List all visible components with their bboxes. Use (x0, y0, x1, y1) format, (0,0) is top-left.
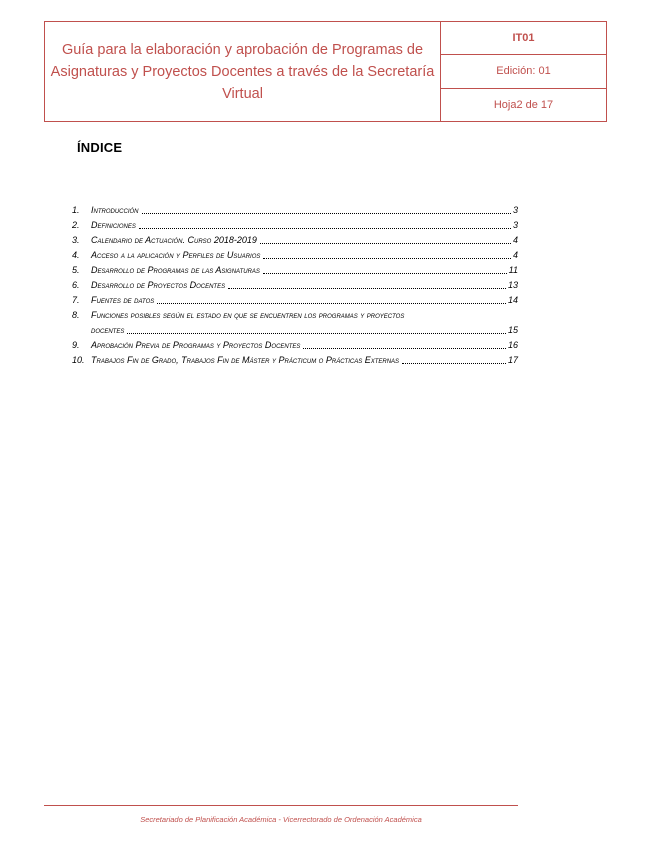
toc-entry[interactable] (72, 338, 518, 353)
toc-title: Acceso a la aplicación y Perfiles de Usuarios (91, 250, 261, 260)
toc-page: 3 (512, 220, 518, 230)
toc-title: Definiciones (91, 220, 136, 230)
toc-leader (263, 258, 511, 259)
toc-title-line-1: Funciones posibles según el estado en que se encuentren los programas y proyectos (91, 310, 405, 320)
document-edition: Edición: 01 (441, 55, 606, 88)
toc-entry[interactable] (72, 248, 518, 263)
toc-entry[interactable] (72, 218, 518, 233)
toc-number: 10. (72, 355, 85, 365)
toc-title: Desarrollo de Proyectos Docentes (91, 280, 226, 290)
toc-leader (263, 273, 507, 274)
footer-text: Secretariado de Planificación Académica - Vicerrectorado de Ordenación Académica (140, 815, 422, 824)
toc-wrap-line (91, 323, 518, 338)
toc-title: Trabajos Fin de Grado, Trabajos Fin de Máster y Prácticum o Prácticas Externas (91, 355, 400, 365)
toc-page: 13 (507, 280, 518, 290)
index-heading: ÍNDICE (77, 140, 123, 155)
toc-title: Fuentes de datos (91, 295, 155, 305)
toc-leader (402, 363, 506, 364)
toc-page: 17 (507, 355, 518, 365)
toc-page: 15 (507, 325, 518, 335)
footer-divider (44, 805, 518, 806)
document-code: IT01 (441, 22, 606, 55)
toc-title-line-2: docentes (91, 325, 125, 335)
toc-leader (127, 333, 506, 334)
toc-number: 6. (72, 280, 80, 290)
toc-title: Calendario de Actuación. Curso 2018-2019 (91, 235, 257, 245)
toc-number: 2. (72, 220, 80, 230)
toc-entry[interactable] (72, 203, 518, 218)
toc-entry[interactable] (72, 353, 518, 368)
document-sheet: Hoja2 de 17 (493, 98, 554, 111)
toc-number: 5. (72, 265, 80, 275)
header-meta (441, 22, 606, 121)
toc-page: 16 (507, 340, 518, 350)
toc-leader (142, 213, 511, 214)
document-header (44, 21, 607, 122)
toc-page: 4 (512, 235, 518, 245)
toc-page: 4 (512, 250, 518, 260)
toc-number: 7. (72, 295, 80, 305)
toc-leader (303, 348, 506, 349)
toc-entry[interactable] (72, 278, 518, 293)
toc-leader (157, 303, 506, 304)
toc-entry[interactable] (72, 263, 518, 278)
toc-page: 14 (507, 295, 518, 305)
toc-leader (139, 228, 511, 229)
toc-entry[interactable] (72, 308, 518, 338)
toc-page: 11 (508, 265, 518, 275)
toc-leader (228, 288, 506, 289)
toc-title: Aprobación Previa de Programas y Proyectos Docentes (91, 340, 301, 350)
toc-number: 4. (72, 250, 80, 260)
document-title: Guía para la elaboración y aprobación de Programas de Asignaturas y Proyectos Docentes a través de la Secretaría Virtual (45, 22, 441, 121)
toc-number: 9. (72, 340, 80, 350)
toc-number: 3. (72, 235, 80, 245)
toc-number: 8. (72, 310, 80, 320)
toc-page: 3 (512, 205, 518, 215)
toc-number: 1. (72, 205, 80, 215)
toc-entry[interactable] (72, 233, 518, 248)
toc-wrapped-title (91, 308, 518, 338)
table-of-contents (72, 203, 518, 368)
toc-title: Desarrollo de Programas de las Asignaturas (91, 265, 260, 275)
toc-entry[interactable] (72, 293, 518, 308)
toc-leader (260, 243, 511, 244)
toc-title: Introducción (91, 205, 139, 215)
